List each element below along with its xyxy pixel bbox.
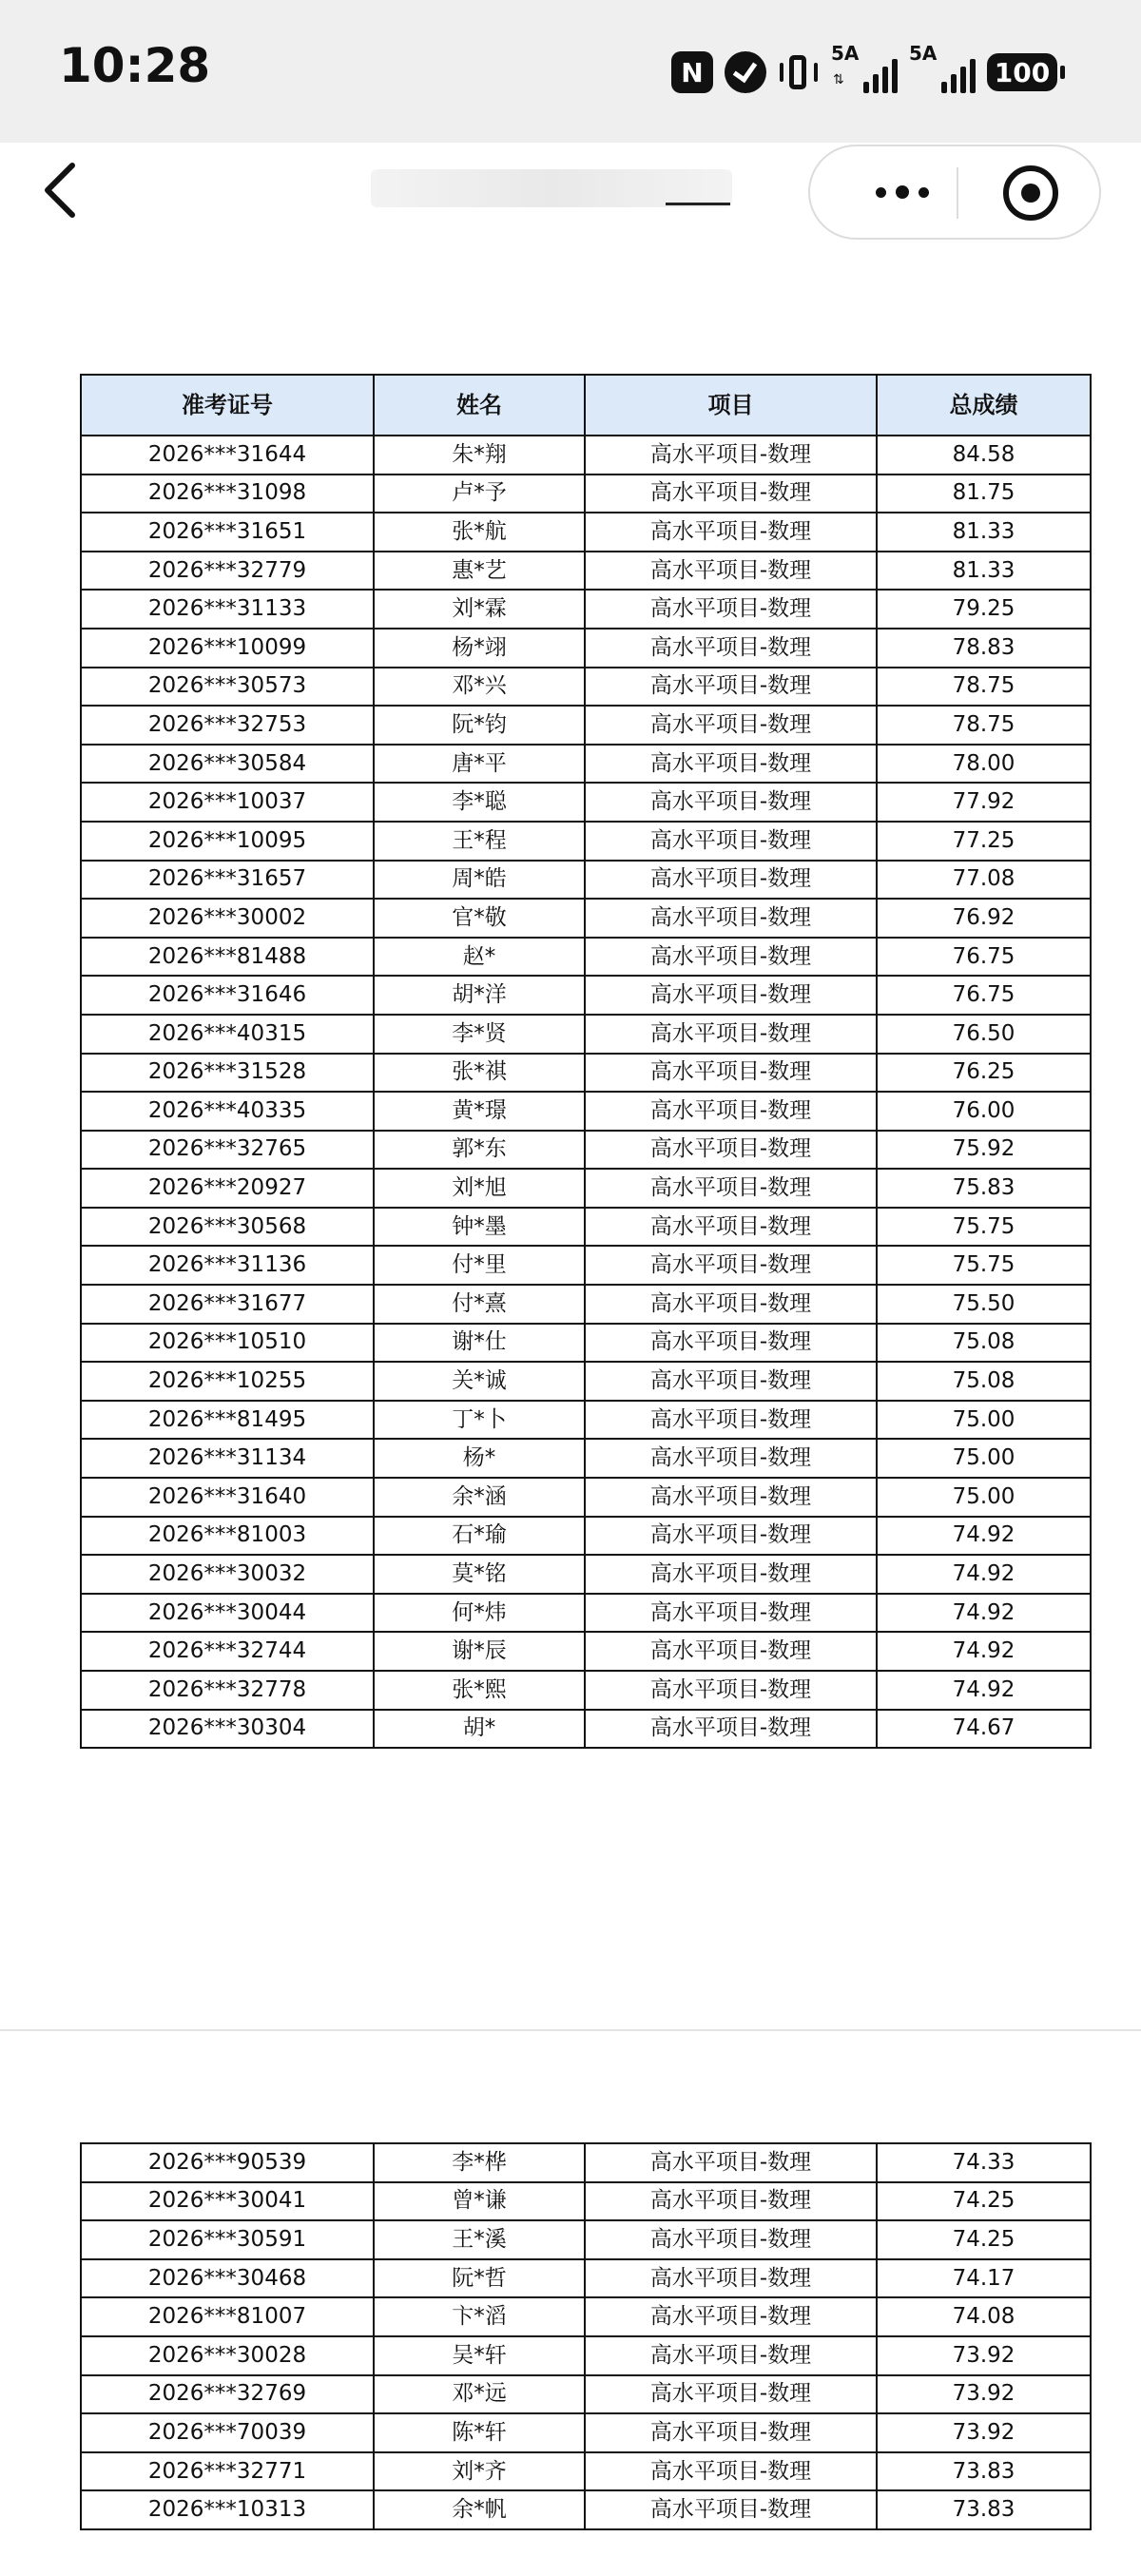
system-icons: [671, 42, 1057, 99]
cell-total-score: 74.25: [877, 2220, 1091, 2259]
table-row: [81, 976, 1091, 1015]
cell-name: 钟*墨: [374, 1208, 585, 1247]
score-table-page-2: [80, 2142, 1092, 2530]
cell-name: 陈*轩: [374, 2413, 585, 2452]
cell-project: 高水平项目-数理: [585, 513, 877, 552]
cell-project: 高水平项目-数理: [585, 2375, 877, 2414]
cell-exam-id: 2026***32769: [81, 2375, 374, 2414]
cell-project: 高水平项目-数理: [585, 552, 877, 591]
table-header-row: [81, 375, 1091, 436]
back-button[interactable]: [38, 162, 84, 219]
cell-total-score: 74.33: [877, 2143, 1091, 2182]
cell-total-score: 74.92: [877, 1555, 1091, 1594]
table-row: [81, 745, 1091, 784]
header-name: 姓名: [374, 375, 585, 436]
signal-label: 5A: [909, 42, 938, 65]
cell-project: 高水平项目-数理: [585, 2336, 877, 2375]
cell-project: 高水平项目-数理: [585, 822, 877, 861]
cell-total-score: 73.92: [877, 2375, 1091, 2414]
cell-total-score: 81.75: [877, 475, 1091, 513]
cell-total-score: 74.25: [877, 2182, 1091, 2221]
cell-total-score: 75.00: [877, 1401, 1091, 1440]
table-row: [81, 1594, 1091, 1633]
table-body-page-1: [81, 436, 1091, 1748]
cell-name: 王*溪: [374, 2220, 585, 2259]
cell-total-score: 73.92: [877, 2336, 1091, 2375]
cell-total-score: 78.75: [877, 706, 1091, 745]
cell-project: 高水平项目-数理: [585, 1169, 877, 1208]
cell-project: 高水平项目-数理: [585, 1054, 877, 1093]
cell-name: 唐*平: [374, 745, 585, 784]
cell-exam-id: 2026***32771: [81, 2452, 374, 2491]
cell-name: 阮*哲: [374, 2259, 585, 2298]
cell-name: 李*聪: [374, 783, 585, 822]
cell-total-score: 81.33: [877, 552, 1091, 591]
header-project: 项目: [585, 375, 877, 436]
table-row: [81, 2336, 1091, 2375]
cell-exam-id: 2026***81007: [81, 2297, 374, 2336]
cell-name: 黄*璟: [374, 1092, 585, 1131]
cell-name: 卢*予: [374, 475, 585, 513]
cell-project: 高水平项目-数理: [585, 2143, 877, 2182]
miniprogram-capsule: [808, 145, 1101, 240]
table-row: [81, 1478, 1091, 1517]
cell-total-score: 77.92: [877, 783, 1091, 822]
cell-name: 阮*钧: [374, 706, 585, 745]
table-row: [81, 2375, 1091, 2414]
close-miniprogram-button[interactable]: [1003, 165, 1058, 221]
cell-exam-id: 2026***31098: [81, 475, 374, 513]
cell-name: 刘*霖: [374, 590, 585, 629]
signal-label: 5A: [831, 42, 860, 65]
cell-exam-id: 2026***30304: [81, 1710, 374, 1749]
cell-name: 赵*: [374, 938, 585, 977]
table-row: [81, 2220, 1091, 2259]
cell-total-score: 74.92: [877, 1632, 1091, 1671]
cell-exam-id: 2026***30032: [81, 1555, 374, 1594]
cell-exam-id: 2026***30573: [81, 668, 374, 707]
cell-name: 官*敬: [374, 899, 585, 938]
cell-exam-id: 2026***31657: [81, 861, 374, 900]
cell-project: 高水平项目-数理: [585, 899, 877, 938]
table-row: [81, 783, 1091, 822]
cell-exam-id: 2026***30028: [81, 2336, 374, 2375]
signal-5a-icon: [831, 42, 898, 93]
cell-name: 刘*齐: [374, 2452, 585, 2491]
cell-exam-id: 2026***20927: [81, 1169, 374, 1208]
cell-project: 高水平项目-数理: [585, 938, 877, 977]
cell-total-score: 74.92: [877, 1594, 1091, 1633]
cell-name: 付*里: [374, 1246, 585, 1285]
cell-name: 谢*辰: [374, 1632, 585, 1671]
signal-5a-icon: [909, 42, 976, 93]
cell-exam-id: 2026***30584: [81, 745, 374, 784]
cell-exam-id: 2026***31646: [81, 976, 374, 1015]
cell-exam-id: 2026***31644: [81, 436, 374, 475]
table-row: [81, 590, 1091, 629]
table-row: [81, 706, 1091, 745]
cell-total-score: 75.75: [877, 1208, 1091, 1247]
cell-name: 余*帆: [374, 2490, 585, 2529]
cell-project: 高水平项目-数理: [585, 1401, 877, 1440]
cell-total-score: 73.83: [877, 2452, 1091, 2491]
score-table-page-1: [80, 374, 1092, 1749]
cell-project: 高水平项目-数理: [585, 2452, 877, 2491]
alarm-icon: [725, 51, 766, 93]
cell-exam-id: 2026***40315: [81, 1015, 374, 1054]
table-row: [81, 899, 1091, 938]
cell-project: 高水平项目-数理: [585, 1362, 877, 1401]
header-exam-id: 准考证号: [81, 375, 374, 436]
more-dots-icon: [896, 185, 909, 199]
cell-name: 邓*远: [374, 2375, 585, 2414]
more-button[interactable]: [860, 175, 945, 209]
cell-name: 朱*翔: [374, 436, 585, 475]
cell-total-score: 78.83: [877, 629, 1091, 668]
table-row: [81, 1324, 1091, 1363]
cell-name: 邓*兴: [374, 668, 585, 707]
cell-project: 高水平项目-数理: [585, 783, 877, 822]
cell-exam-id: 2026***32753: [81, 706, 374, 745]
cell-project: 高水平项目-数理: [585, 475, 877, 513]
battery-icon: 100: [987, 53, 1057, 91]
cell-project: 高水平项目-数理: [585, 1208, 877, 1247]
cell-project: 高水平项目-数理: [585, 2220, 877, 2259]
cell-name: 丁*卜: [374, 1401, 585, 1440]
header-total-score: 总成绩: [877, 375, 1091, 436]
cell-name: 关*诚: [374, 1362, 585, 1401]
cell-name: 惠*艺: [374, 552, 585, 591]
cell-exam-id: 2026***10037: [81, 783, 374, 822]
cell-total-score: 75.00: [877, 1439, 1091, 1478]
cell-exam-id: 2026***40335: [81, 1092, 374, 1131]
cell-name: 刘*旭: [374, 1169, 585, 1208]
cell-project: 高水平项目-数理: [585, 590, 877, 629]
cell-project: 高水平项目-数理: [585, 629, 877, 668]
cell-total-score: 74.17: [877, 2259, 1091, 2298]
chevron-left-icon: [38, 162, 84, 219]
cell-name: 胡*洋: [374, 976, 585, 1015]
data-arrows-icon: ⇅: [833, 72, 844, 87]
cell-project: 高水平项目-数理: [585, 1594, 877, 1633]
table-row: [81, 1246, 1091, 1285]
capsule-divider: [957, 167, 958, 219]
cell-total-score: 76.75: [877, 976, 1091, 1015]
cell-exam-id: 2026***32744: [81, 1632, 374, 1671]
cell-name: 杨*翊: [374, 629, 585, 668]
cell-project: 高水平项目-数理: [585, 1671, 877, 1710]
cell-exam-id: 2026***10095: [81, 822, 374, 861]
cell-exam-id: 2026***32778: [81, 1671, 374, 1710]
vibrate-icon: [778, 51, 820, 93]
cell-exam-id: 2026***31651: [81, 513, 374, 552]
cell-total-score: 75.08: [877, 1324, 1091, 1363]
table-row: [81, 1131, 1091, 1170]
table-row: [81, 629, 1091, 668]
cell-exam-id: 2026***10510: [81, 1324, 374, 1363]
cell-project: 高水平项目-数理: [585, 668, 877, 707]
table-body-page-2: [81, 2143, 1091, 2529]
cell-total-score: 73.92: [877, 2413, 1091, 2452]
cell-name: 余*涵: [374, 1478, 585, 1517]
cell-exam-id: 2026***32779: [81, 552, 374, 591]
cell-project: 高水平项目-数理: [585, 1285, 877, 1324]
table-row: [81, 475, 1091, 513]
cell-total-score: 75.08: [877, 1362, 1091, 1401]
cell-name: 张*祺: [374, 1054, 585, 1093]
table-row: [81, 2490, 1091, 2529]
cell-exam-id: 2026***30041: [81, 2182, 374, 2221]
cell-total-score: 76.00: [877, 1092, 1091, 1131]
cell-project: 高水平项目-数理: [585, 706, 877, 745]
more-dots-icon: [876, 187, 886, 198]
cell-project: 高水平项目-数理: [585, 1131, 877, 1170]
cell-total-score: 75.83: [877, 1169, 1091, 1208]
cell-name: 谢*仕: [374, 1324, 585, 1363]
cell-total-score: 84.58: [877, 436, 1091, 475]
cell-total-score: 76.92: [877, 899, 1091, 938]
cell-exam-id: 2026***30002: [81, 899, 374, 938]
cell-project: 高水平项目-数理: [585, 1555, 877, 1594]
nfc-icon: N: [671, 51, 713, 93]
cell-name: 李*桦: [374, 2143, 585, 2182]
cell-name: 莫*铭: [374, 1555, 585, 1594]
cell-exam-id: 2026***31133: [81, 590, 374, 629]
table-row: [81, 2259, 1091, 2298]
table-row: [81, 1439, 1091, 1478]
cell-name: 周*皓: [374, 861, 585, 900]
cell-exam-id: 2026***10255: [81, 1362, 374, 1401]
cell-total-score: 75.75: [877, 1246, 1091, 1285]
table-row: [81, 1208, 1091, 1247]
cell-name: 张*航: [374, 513, 585, 552]
cell-project: 高水平项目-数理: [585, 1478, 877, 1517]
table-row: [81, 1710, 1091, 1749]
cell-exam-id: 2026***30468: [81, 2259, 374, 2298]
cell-exam-id: 2026***70039: [81, 2413, 374, 2452]
table-row: [81, 2413, 1091, 2452]
cell-exam-id: 2026***30591: [81, 2220, 374, 2259]
blurred-page-title: [371, 169, 732, 207]
table-row: [81, 1054, 1091, 1093]
cell-exam-id: 2026***31136: [81, 1246, 374, 1285]
cell-total-score: 73.83: [877, 2490, 1091, 2529]
title-underline: [666, 203, 730, 205]
more-dots-icon: [919, 187, 929, 198]
cell-exam-id: 2026***90539: [81, 2143, 374, 2182]
table-row: [81, 822, 1091, 861]
cell-name: 胡*: [374, 1710, 585, 1749]
cell-project: 高水平项目-数理: [585, 436, 877, 475]
table-row: [81, 668, 1091, 707]
cell-project: 高水平项目-数理: [585, 1439, 877, 1478]
cell-total-score: 78.00: [877, 745, 1091, 784]
cell-total-score: 75.00: [877, 1478, 1091, 1517]
cell-project: 高水平项目-数理: [585, 2413, 877, 2452]
cell-project: 高水平项目-数理: [585, 2182, 877, 2221]
cell-exam-id: 2026***10313: [81, 2490, 374, 2529]
cell-total-score: 77.25: [877, 822, 1091, 861]
cell-project: 高水平项目-数理: [585, 1632, 877, 1671]
table-row: [81, 1671, 1091, 1710]
cell-project: 高水平项目-数理: [585, 1324, 877, 1363]
table-row: [81, 1555, 1091, 1594]
table-row: [81, 1401, 1091, 1440]
cell-project: 高水平项目-数理: [585, 2297, 877, 2336]
cell-total-score: 74.92: [877, 1517, 1091, 1556]
cell-name: 吴*轩: [374, 2336, 585, 2375]
table-row: [81, 2297, 1091, 2336]
cell-exam-id: 2026***31528: [81, 1054, 374, 1093]
cell-exam-id: 2026***81488: [81, 938, 374, 977]
cell-exam-id: 2026***81495: [81, 1401, 374, 1440]
table-row: [81, 2452, 1091, 2491]
cell-name: 曾*谦: [374, 2182, 585, 2221]
cell-exam-id: 2026***31677: [81, 1285, 374, 1324]
table-row: [81, 1362, 1091, 1401]
table-row: [81, 938, 1091, 977]
table-row: [81, 2143, 1091, 2182]
cell-project: 高水平项目-数理: [585, 1092, 877, 1131]
cell-total-score: 74.92: [877, 1671, 1091, 1710]
cell-project: 高水平项目-数理: [585, 745, 877, 784]
cell-exam-id: 2026***31134: [81, 1439, 374, 1478]
cell-name: 付*熹: [374, 1285, 585, 1324]
cell-exam-id: 2026***81003: [81, 1517, 374, 1556]
cell-project: 高水平项目-数理: [585, 976, 877, 1015]
cell-name: 杨*: [374, 1439, 585, 1478]
cell-total-score: 76.50: [877, 1015, 1091, 1054]
cell-total-score: 77.08: [877, 861, 1091, 900]
table-row: [81, 436, 1091, 475]
table-row: [81, 2182, 1091, 2221]
cell-project: 高水平项目-数理: [585, 1517, 877, 1556]
table-row: [81, 1092, 1091, 1131]
cell-name: 郭*东: [374, 1131, 585, 1170]
cell-total-score: 78.75: [877, 668, 1091, 707]
table-row: [81, 1015, 1091, 1054]
cell-name: 卞*滔: [374, 2297, 585, 2336]
cell-name: 王*程: [374, 822, 585, 861]
cell-exam-id: 2026***10099: [81, 629, 374, 668]
cell-exam-id: 2026***30568: [81, 1208, 374, 1247]
cell-project: 高水平项目-数理: [585, 861, 877, 900]
cell-total-score: 76.25: [877, 1054, 1091, 1093]
cell-total-score: 75.50: [877, 1285, 1091, 1324]
cell-exam-id: 2026***32765: [81, 1131, 374, 1170]
table-row: [81, 1632, 1091, 1671]
table-row: [81, 1169, 1091, 1208]
cell-project: 高水平项目-数理: [585, 1710, 877, 1749]
status-bar: [0, 0, 1141, 143]
cell-total-score: 76.75: [877, 938, 1091, 977]
cell-project: 高水平项目-数理: [585, 1015, 877, 1054]
cell-name: 李*贤: [374, 1015, 585, 1054]
cell-total-score: 75.92: [877, 1131, 1091, 1170]
cell-exam-id: 2026***31640: [81, 1478, 374, 1517]
cell-name: 张*熙: [374, 1671, 585, 1710]
cell-project: 高水平项目-数理: [585, 2490, 877, 2529]
table-row: [81, 861, 1091, 900]
cell-total-score: 74.08: [877, 2297, 1091, 2336]
cell-total-score: 79.25: [877, 590, 1091, 629]
cell-total-score: 81.33: [877, 513, 1091, 552]
cell-project: 高水平项目-数理: [585, 2259, 877, 2298]
status-time: 10:28: [59, 38, 211, 93]
cell-name: 石*瑜: [374, 1517, 585, 1556]
table-row: [81, 1285, 1091, 1324]
cell-total-score: 74.67: [877, 1710, 1091, 1749]
cell-name: 何*炜: [374, 1594, 585, 1633]
cell-project: 高水平项目-数理: [585, 1246, 877, 1285]
table-row: [81, 513, 1091, 552]
table-row: [81, 1517, 1091, 1556]
cell-exam-id: 2026***30044: [81, 1594, 374, 1633]
table-row: [81, 552, 1091, 591]
